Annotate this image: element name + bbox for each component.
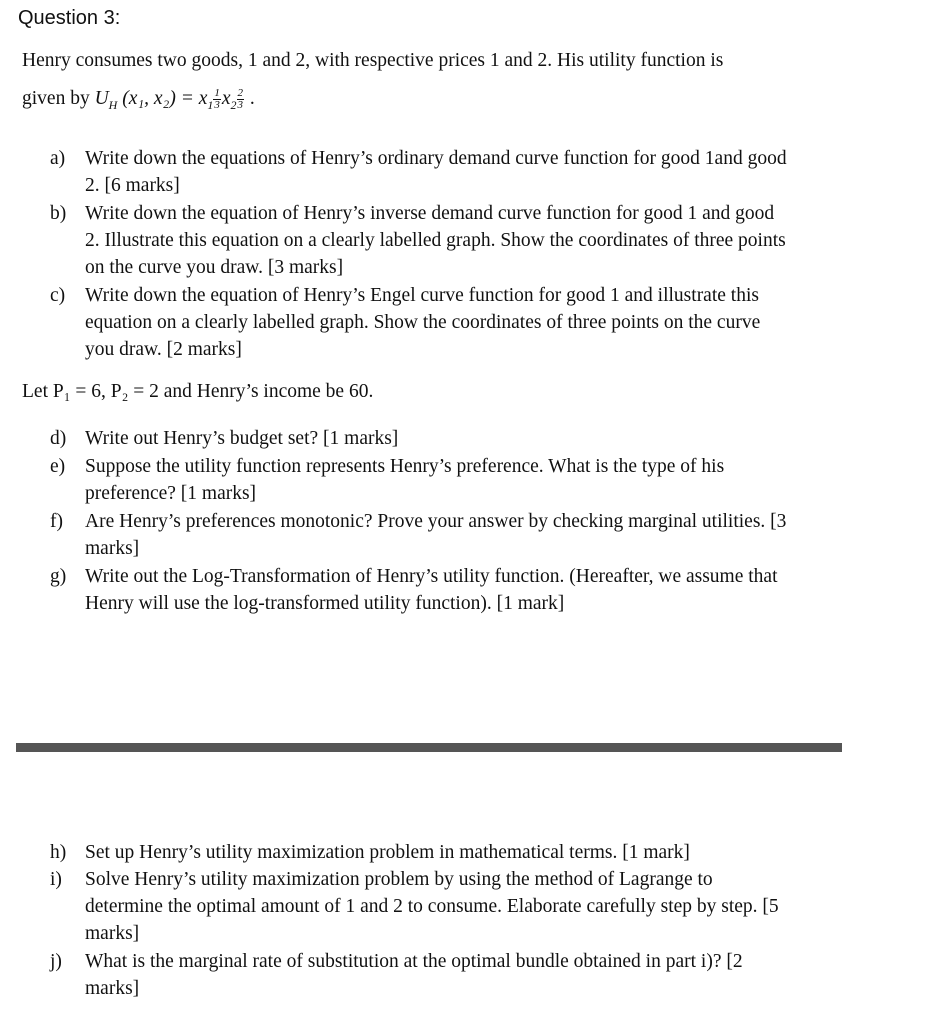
list-item [50,508,790,562]
list-item [50,948,790,1002]
item-text: Suppose the utility function represents Henry’s preference. What is the type of his preference? [1 marks] [85,456,725,504]
exponent-1: $\frac{1}{3}$ [214,87,220,111]
item-text: Write out the Log-Transformation of Henry’s utility function. (Hereafter, we assume that Henry will use the log-transformed utility function). [1 mark] [85,566,778,614]
list-item [50,866,790,947]
list-item [50,282,790,363]
item-text: Solve Henry’s utility maximization problem by using the method of Lagrange to determine the optimal amount of 1 and 2 to consume. Elaborate carefully step by step. [5 marks] [85,869,779,944]
list-item [50,425,790,452]
utility-function: $U_H$ (x₁, $x_2) = x_1$ $\frac{1}{3}$ $x_2$ $\frac{2}{3}$ [94,87,244,112]
item-label: j) [50,951,62,972]
item-text: Set up Henry’s utility maximization problem in mathematical terms. [1 mark] [85,842,690,863]
exponent-2: $\frac{2}{3}$ [237,87,244,111]
intro-prefix: given by [22,88,90,109]
item-label: d) [50,428,67,449]
item-label: h) [50,842,67,863]
item-text: Write down the equation of Henry’s inverse demand curve function for good 1 and good 2. Illustrate this equation on a clearly labelled graph. Show the coordinates of three points on the curve you draw. [3 marks] [85,203,786,278]
question-title: Question 3: [18,7,121,29]
item-text: What is the marginal rate of substitution at the optimal bundle obtained in part i)? [2 marks] [85,951,743,999]
list-item [50,839,790,866]
section-divider [16,743,842,752]
let-line: Let P₁ = 6, P₂ = 2 and Henry’s income be 60. [22,381,374,402]
item-text: Write down the equation of Henry’s Engel curve function for good 1 and illustrate this equation on a clearly labelled graph. Show the coordinates of three points on the curve you draw. [2 marks] [85,285,761,360]
item-label: b) [50,203,67,224]
intro-line-1: Henry consumes two goods, 1 and 2, with respective prices 1 and 2. His utility function is [22,50,724,71]
item-label: g) [50,566,67,587]
list-item [50,453,790,507]
item-label: f) [50,511,63,532]
list-item [50,563,790,617]
intro-line-2: given by $U_H$ (x₁, $x_2) = x_1$ $\frac{1}{3}$ $x_2$ $\frac{2}{3}$ . [22,87,255,112]
item-text: Are Henry’s preferences monotonic? Prove your answer by checking marginal utilities. [3 marks] [85,511,787,559]
item-label: e) [50,456,66,477]
item-label: i) [50,869,62,890]
list-item [50,145,790,199]
list-item [50,200,790,281]
item-label: a) [50,148,66,169]
item-text: Write down the equations of Henry’s ordinary demand curve function for good 1and good 2. [6 marks] [85,148,787,196]
item-text: Write out Henry’s budget set? [1 marks] [85,428,399,449]
item-label: c) [50,285,66,306]
